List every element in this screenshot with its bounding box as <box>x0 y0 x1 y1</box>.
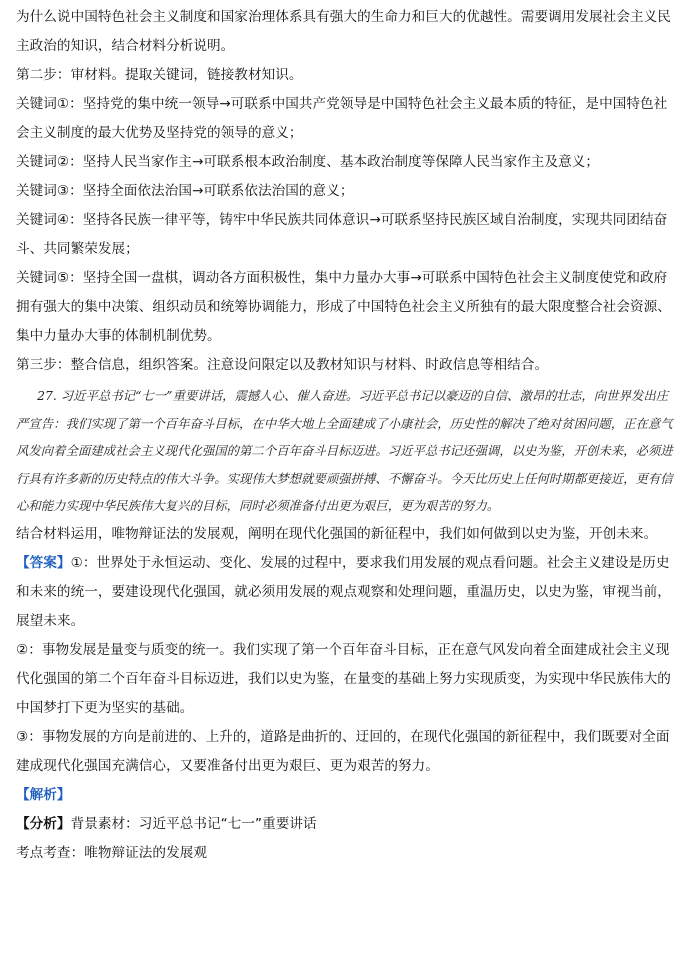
keyword-4: 关键词④：坚持各民族一律平等，铸牢中华民族共同体意识→可联系坚持民族区域自治制度，实现共同团结奋斗、共同繁荣发展； <box>16 212 668 257</box>
answer-text-1: ①：世界处于永恒运动、变化、发展的过程中，要求我们用发展的观点看问题。社会主义建设是历史和未来的统一，要建设现代化强国，就必须用发展的观点观察和处理问题，重温历史，以史为鉴，审视当前，展望未来。 <box>16 554 671 629</box>
answer-paragraph-1 <box>16 549 677 636</box>
analysis-heading <box>16 781 677 810</box>
step-two: 第二步：审材料。提取关键词，链接教材知识。 <box>16 67 303 83</box>
step-three: 第三步：整合信息，组织答案。注意设问限定以及教材知识与材料、时政信息等相结合。 <box>16 357 549 373</box>
fenxi-text: 背景素材：习近平总书记“七一”重要讲话 <box>70 815 317 832</box>
analysis-background <box>16 810 677 839</box>
question-material: 27. 习近平总书记“七一”重要讲话，震撼人心、催人奋进。习近平总书记以豪迈的自信、激昂的壮志，向世界发出庄严宣告：我们实现了第一个百年奋斗目标，在中华大地上全面建成了小康社会，历史性的解决了绝对贫困问题，正在意气风发向着全面建成社会主义现代化强国的第二个百年奋斗目标迈进。习近平总书记还强调，以史为鉴，开创未来，必须进行具有许多新的历史特点的伟大斗争。实现伟大梦想就要顽强拼搏、不懈奋斗。今天比历史上任何时期都更接近，更有信心和能力实现中华民族伟大复兴的目标，同时必须准备付出更为艰巨，更为艰苦的努力。 <box>16 388 673 513</box>
keyword-3: 关键词③：坚持全面依法治国→可联系依法治国的意义； <box>16 183 354 199</box>
keyword-2: 关键词②：坚持人民当家作主→可联系根本政治制度、基本政治制度等保障人民当家作主及意义； <box>16 154 600 170</box>
answer-paragraph-2: ②：事物发展是量变与质变的统一。我们实现了第一个百年奋斗目标，正在意气风发向着全面建成社会主义现代化强国的第二个百年奋斗目标迈进，我们以史为鉴，在量变的基础上努力实现质变，为实现中华民族伟大的中国梦打下更为坚实的基础。 <box>16 641 671 716</box>
keyword-1: 关键词①：坚持党的集中统一领导→可联系中国共产党领导是中国特色社会主义最本质的特征，是中国特色社会主义制度的最大优势及坚持党的领导的意义； <box>16 96 668 141</box>
question-prompt: 结合材料运用，唯物辩证法的发展观，阐明在现代化强国的新征程中，我们如何做到以史为鉴，开创未来。 <box>16 525 658 542</box>
analysis-kaodian: 考点考查：唯物辩证法的发展观 <box>16 844 208 861</box>
fenxi-tag: 【分析】 <box>16 815 71 832</box>
answer-paragraph-3: ③：事物发展的方向是前进的、上升的，道路是曲折的、迂回的，在现代化强国的新征程中，我们既要对全面建成现代化强国充满信心，又要准备付出更为艰巨、更为艰苦的努力。 <box>16 728 670 774</box>
answer-tag: 【答案】 <box>16 554 71 571</box>
question-intro: 为什么说中国特色社会主义制度和国家治理体系具有强大的生命力和巨大的优越性。需要调用发展社会主义民主政治的知识，结合材料分析说明。 <box>16 9 671 54</box>
analysis-tag: 【解析】 <box>16 786 71 803</box>
keyword-5: 关键词⑤：坚持全国一盘棋，调动各方面积极性，集中力量办大事→可联系中国特色社会主义制度使党和政府拥有强大的集中决策、组织动员和统筹协调能力，形成了中国特色社会主义所独有的最大限度整合社会资源、集中力量办大事的体制机制优势。 <box>16 270 671 344</box>
